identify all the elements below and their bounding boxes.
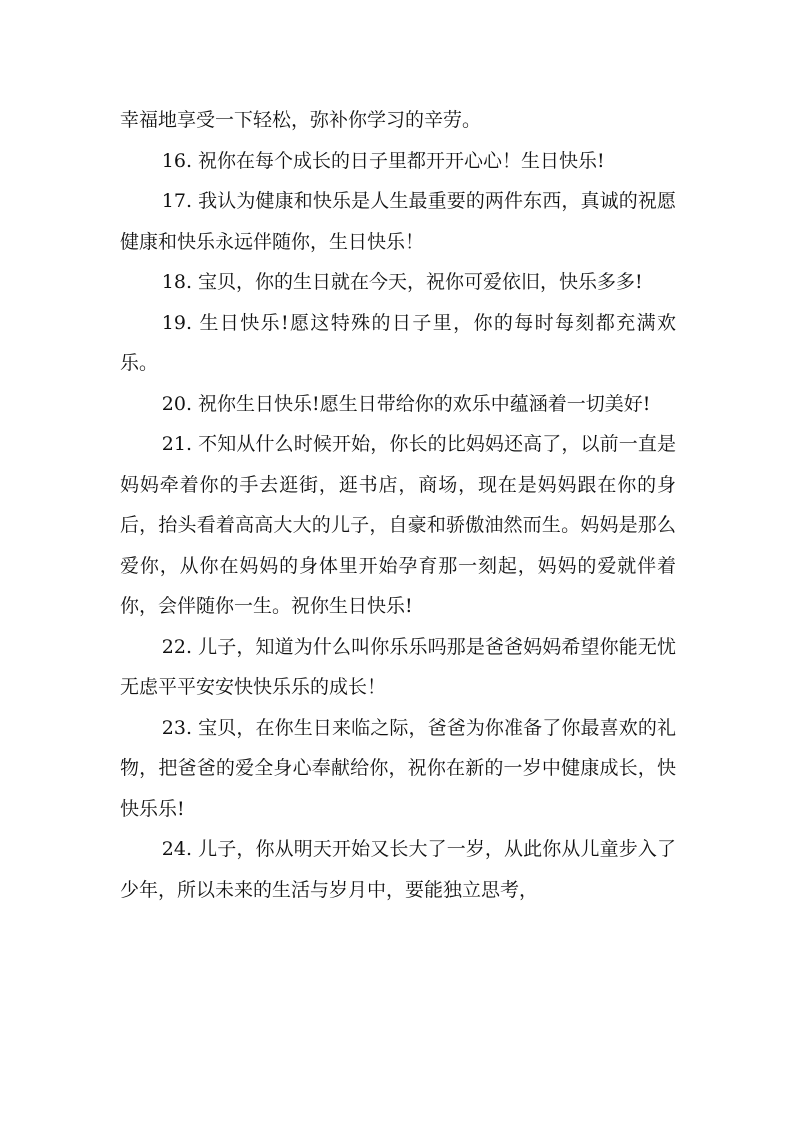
paragraph-24: 24. 儿子，你从明天开始又长大了一岁，从此你从儿童步入了少年，所以未来的生活与岁月中，要能独立思考， <box>120 838 676 901</box>
paragraph-19: 19. 生日快乐!愿这特殊的日子里，你的每时每刻都充满欢乐。 <box>120 311 676 374</box>
paragraph-23: 23. 宝贝，在你生日来临之际，爸爸为你准备了你最喜欢的礼物，把爸爸的爱全身心奉献给你，祝你在新的一岁中健康成长，快快乐乐! <box>120 716 676 820</box>
paragraph-20: 20. 祝你生日快乐!愿生日带给你的欢乐中蕴涵着一切美好! <box>161 392 651 415</box>
paragraph-18: 18. 宝贝，你的生日就在今天，祝你可爱依旧，快乐多多! <box>161 271 643 293</box>
paragraph-22: 22. 儿子，知道为什么叫你乐乐吗那是爸爸妈妈希望你能无忧无虑平平安安快快乐乐的成长！ <box>120 635 676 698</box>
paragraph-21: 21. 不知从什么时候开始，你长的比妈妈还高了，以前一直是妈妈牵着你的手去逛街，逛书店，商场，现在是妈妈跟在你的身后，抬头看着高高大大的儿子，自豪和骄傲油然而生。妈妈是那么爱你，从你在妈妈的身体里开始孕育那一刻起，妈妈的爱就伴着你，会伴随你一生。祝你生日快乐! <box>120 433 676 617</box>
paragraph-continuation: 幸福地享受一下轻松，弥补你学习的辛劳。 <box>120 109 482 131</box>
paragraph-17: 17. 我认为健康和快乐是人生最重要的两件东西，真诚的祝愿健康和快乐永远伴随你，生日快乐！ <box>120 190 676 253</box>
paragraph-16: 16. 祝你在每个成长的日子里都开开心心！生日快乐! <box>161 149 605 172</box>
document-body <box>120 100 676 910</box>
